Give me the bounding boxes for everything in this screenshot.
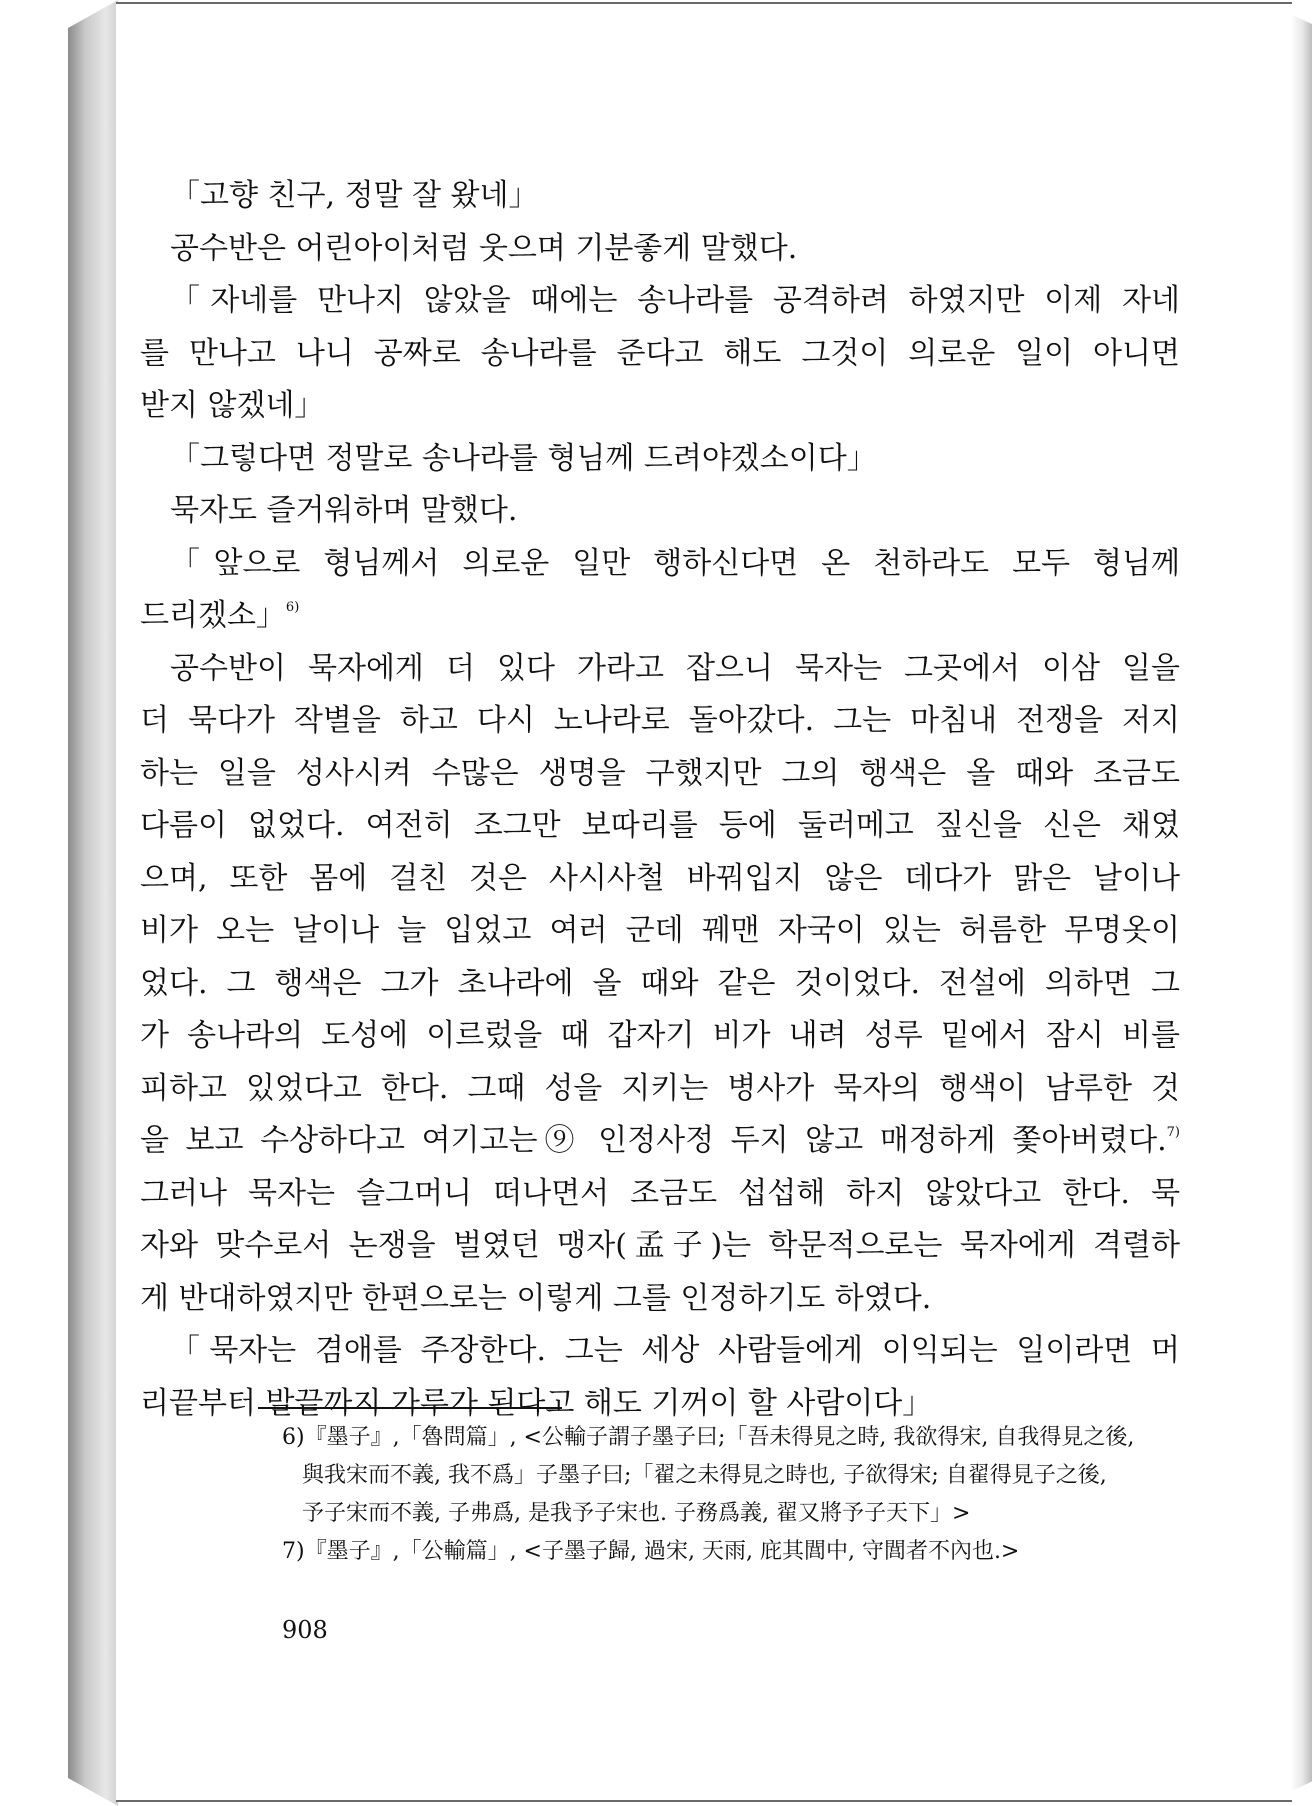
body-line-text: 를 만나고 나니 공짜로 송나라를 준다고 해도 그것이 의로운 일이 아니면 (140, 335, 1180, 371)
body-line-text: 묵자도 즐거워하며 말했다. (170, 493, 518, 528)
footnote-line: 7)『墨子』,「公輸篇」, <子墨子歸, 過宋, 天雨, 庇其閭中, 守閭者不內也.> (282, 1539, 1020, 1564)
body-line (140, 800, 1180, 853)
body-line (140, 1168, 1180, 1221)
body-line-text: 다름이 없었다. 여전히 조그만 보따리를 등에 둘러메고 짚신을 신은 채였 (140, 808, 1180, 843)
footnote-line: 6)『墨子』,「魯問篇」, <公輸子謂子墨子曰;「吾未得見之時, 我欲得宋, 自我得見之後, (282, 1425, 1135, 1450)
book-page-edge (1290, 14, 1312, 1792)
book-spine (68, 0, 118, 1806)
body-line (140, 1115, 1180, 1168)
body-line-text: 하는 일을 성사시켜 수많은 생명을 구했지만 그의 행색은 올 때와 조금도 (140, 755, 1180, 791)
body-line (140, 380, 1180, 433)
body-line (140, 958, 1180, 1011)
body-line-text: 자와 맞수로서 논쟁을 벌였던 맹자(孟子)는 학문적으로는 묵자에게 격렬하 (140, 1228, 1180, 1263)
body-line-text: 공수반은 어린아이처럼 웃으며 기분좋게 말했다. (170, 230, 798, 266)
body-line-text: 그러나 묵자는 슬그머니 떠나면서 조금도 섭섭해 하지 않았다고 한다. 묵 (140, 1175, 1180, 1211)
body-line-text: 비가 오는 날이나 늘 입었고 여러 군데 꿰맨 자국이 있는 허름한 무명옷이 (140, 913, 1180, 948)
body-line (140, 853, 1180, 906)
body-line-text: 을 보고 수상하다고 여기고는⑨ 인정사정 두지 않고 매정하게 쫓아버렸다. (140, 1123, 1167, 1158)
body-line-text: 피하고 있었다고 한다. 그때 성을 지키는 병사가 묵자의 행색이 남루한 것 (140, 1070, 1180, 1106)
body-line (140, 275, 1180, 328)
body-line-text: 더 묵다가 작별을 하고 다시 노나라로 돌아갔다. 그는 마침내 전쟁을 저지 (140, 703, 1180, 738)
body-line (140, 433, 1180, 486)
body-line (140, 748, 1180, 801)
body-line (140, 905, 1180, 958)
footnote-line: 與我宋而不義, 我不爲」子墨子曰;「翟之未得見之時也, 子欲得宋; 自翟得見子之後, (302, 1463, 1107, 1488)
body-line-text: 「묵자는 겸애를 주장한다. 그는 세상 사람들에게 이익되는 일이라면 머 (170, 1333, 1180, 1368)
body-line-text: 가 송나라의 도성에 이르렀을 때 갑자기 비가 내려 성루 밑에서 잠시 비를 (140, 1018, 1180, 1053)
footnote-marker: 6) (285, 600, 300, 615)
body-line (140, 590, 1180, 643)
body-line-text: 게 반대하였지만 한편으로는 이렇게 그를 인정하기도 하였다. (140, 1280, 932, 1316)
body-line (140, 1063, 1180, 1116)
body-line (140, 170, 1180, 223)
body-line-text: 받지 않겠네」 (140, 388, 325, 423)
body-line (140, 695, 1180, 748)
body-line (140, 643, 1180, 696)
footnotes (282, 1419, 1192, 1571)
body-line-text: 「그렇다면 정말로 송나라를 형님께 드려야겠소이다」 (170, 440, 877, 476)
body-line (140, 485, 1180, 538)
body-line (140, 1325, 1180, 1378)
footnote-marker: 7) (1166, 1125, 1180, 1140)
body-line-text: 드리겠소」 (140, 598, 286, 633)
body-line-text: 공수반이 묵자에게 더 있다 가라고 잡으니 묵자는 그곳에서 이삼 일을 (170, 650, 1180, 686)
page-number: 908 (282, 1616, 328, 1644)
body-line (140, 1273, 1180, 1326)
body-line-text: 었다. 그 행색은 그가 초나라에 올 때와 같은 것이었다. 전설에 의하면 그 (140, 965, 1180, 1001)
body-line-text: 「고향 친구, 정말 잘 왔네」 (170, 178, 539, 213)
footnote-rule (258, 1407, 562, 1409)
body-line (140, 1010, 1180, 1063)
body-text (140, 170, 1180, 1430)
footnote-line: 予子宋而不義, 子弗爲, 是我予子宋也. 子務爲義, 翟又將予子天下」> (302, 1501, 971, 1526)
body-line (140, 1220, 1180, 1273)
body-line (140, 223, 1180, 276)
body-line-text: 리끝부터 발끝까지 가루가 된다고 해도 기꺼이 할 사람이다」 (140, 1385, 933, 1421)
body-line-text: 「자네를 만나지 않았을 때에는 송나라를 공격하려 하였지만 이제 자네 (170, 283, 1180, 318)
body-line (140, 538, 1180, 591)
body-line-text: 으며, 또한 몸에 걸친 것은 사시사철 바꿔입지 않은 데다가 맑은 날이나 (140, 860, 1180, 896)
body-line (140, 328, 1180, 381)
body-line-text: 「앞으로 형님께서 의로운 일만 행하신다면 온 천하라도 모두 형님께 (170, 545, 1180, 581)
